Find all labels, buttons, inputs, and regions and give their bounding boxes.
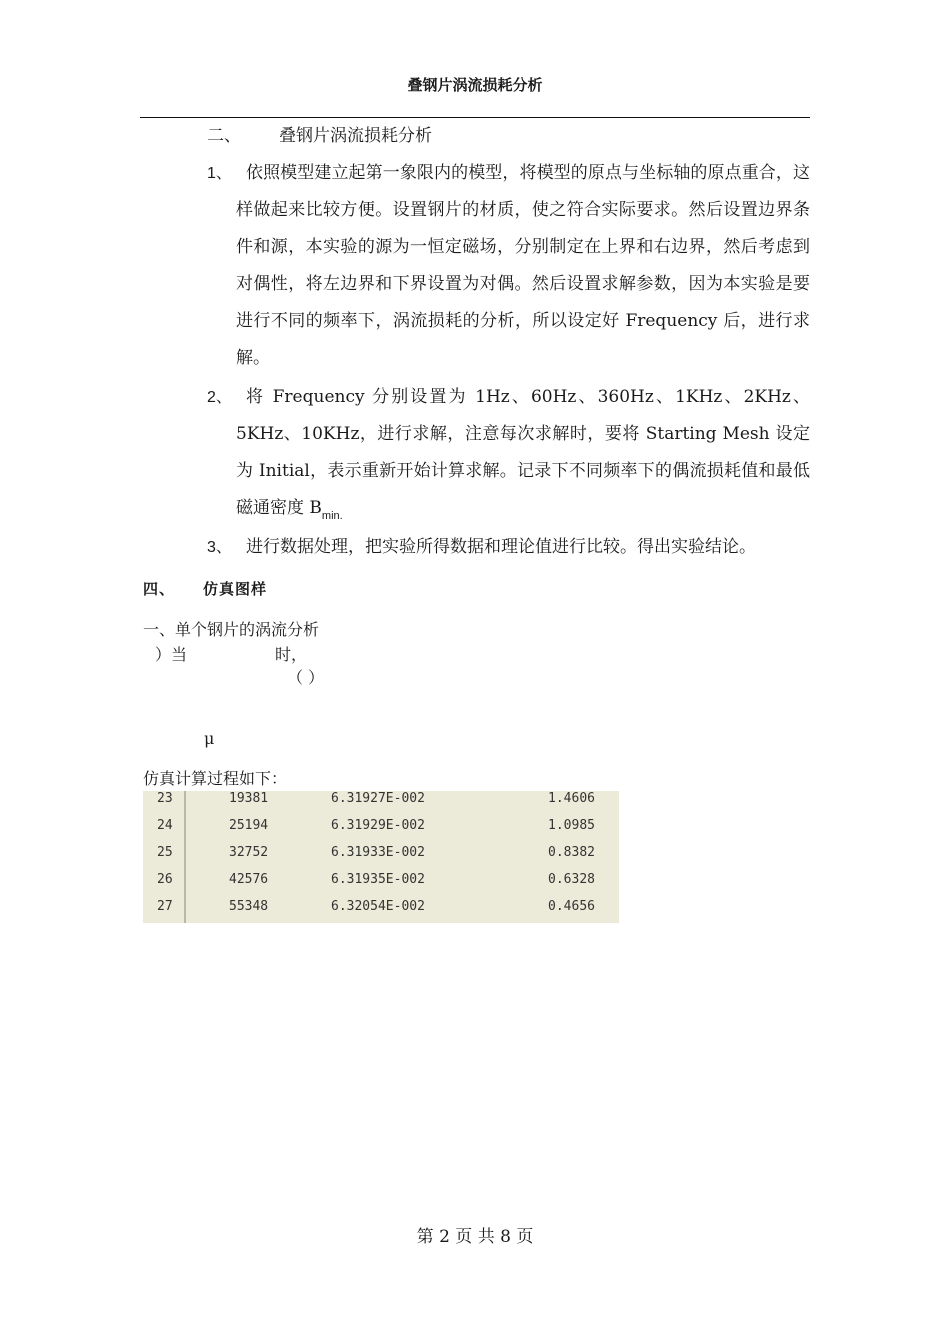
table-cell: 32752 [229, 845, 269, 860]
mu-symbol: μ [204, 729, 215, 748]
text-fragment: 时， [275, 645, 308, 664]
step-number: 2、 [207, 389, 232, 406]
table-cell: 6.32054E-002 [331, 899, 425, 914]
table-cell: 25 [157, 845, 173, 860]
table-cell: 6.31935E-002 [331, 872, 425, 887]
table-row [143, 899, 619, 926]
table-cell: 23 [157, 791, 173, 806]
section-title: 仿真图样 [203, 580, 268, 598]
step-number: 3、 [207, 539, 232, 556]
table-cell: 27 [157, 899, 173, 914]
table-cell: 26 [157, 872, 173, 887]
table-cell: 42576 [229, 872, 269, 887]
table-cell: 6.31929E-002 [331, 818, 425, 833]
step-text: 进行数据处理，把实验所得数据和理论值进行比较。得出实验结论。 [246, 537, 756, 557]
subscript-min: min. [321, 510, 343, 522]
table-cell: 55348 [229, 899, 269, 914]
section-title: 叠钢片涡流损耗分析 [279, 126, 432, 146]
page-header-title: 叠钢片涡流损耗分析 [407, 76, 543, 94]
table-row [143, 791, 619, 818]
table-cell: 6.31933E-002 [331, 845, 425, 860]
table-cell: 19381 [229, 791, 269, 806]
table-row [143, 818, 619, 845]
table-cell: 25194 [229, 818, 269, 833]
section-number: 四、 [143, 580, 176, 598]
table-row [143, 845, 619, 872]
subsection-title: 一、单个钢片的涡流分析 [143, 620, 320, 639]
step-text-body: 将 Frequency 分别设置为 1Hz、60Hz、360Hz、1KHz、2KHz、5KHz、10KHz，进行求解，注意每次求解时，要将 Starting Mesh 设定为 Initial，表示重新开始计算求解。记录下不同频率下的偶流损耗值和最低磁通密度 B [236, 387, 810, 518]
step-text: 依照模型建立起第一象限内的模型，将模型的原点与坐标轴的原点重合，这样做起来比较方便。设置钢片的材质，使之符合实际要求。然后设置边界条件和源，本实验的源为一恒定磁场，分别制定在上界和右边界，然后考虑到对偶性，将左边界和下界设置为对偶。然后设置求解参数，因为本实验是要进行不同的频率下，涡流损耗的分析，所以设定好 Frequency 后，进行求解。 [236, 163, 810, 368]
text-fragment: ）当 [155, 645, 188, 664]
section-number: 二、 [207, 126, 241, 146]
table-cell: 0.8382 [548, 845, 595, 860]
table-cell: 1.4606 [548, 791, 595, 806]
table-row [143, 872, 619, 899]
text-fragment: （ ） [287, 668, 325, 687]
table-cell: 6.31927E-002 [331, 791, 425, 806]
page-footer: 第 2 页 共 8 页 [416, 1227, 534, 1247]
simulation-table [143, 791, 619, 923]
table-cell: 0.4656 [548, 899, 595, 914]
step-text [236, 379, 810, 535]
table-cell: 1.0985 [548, 818, 595, 833]
calc-label: 仿真计算过程如下： [143, 769, 288, 788]
table-cell: 24 [157, 818, 173, 833]
step-number: 1、 [207, 165, 232, 182]
table-cell: 0.6328 [548, 872, 595, 887]
